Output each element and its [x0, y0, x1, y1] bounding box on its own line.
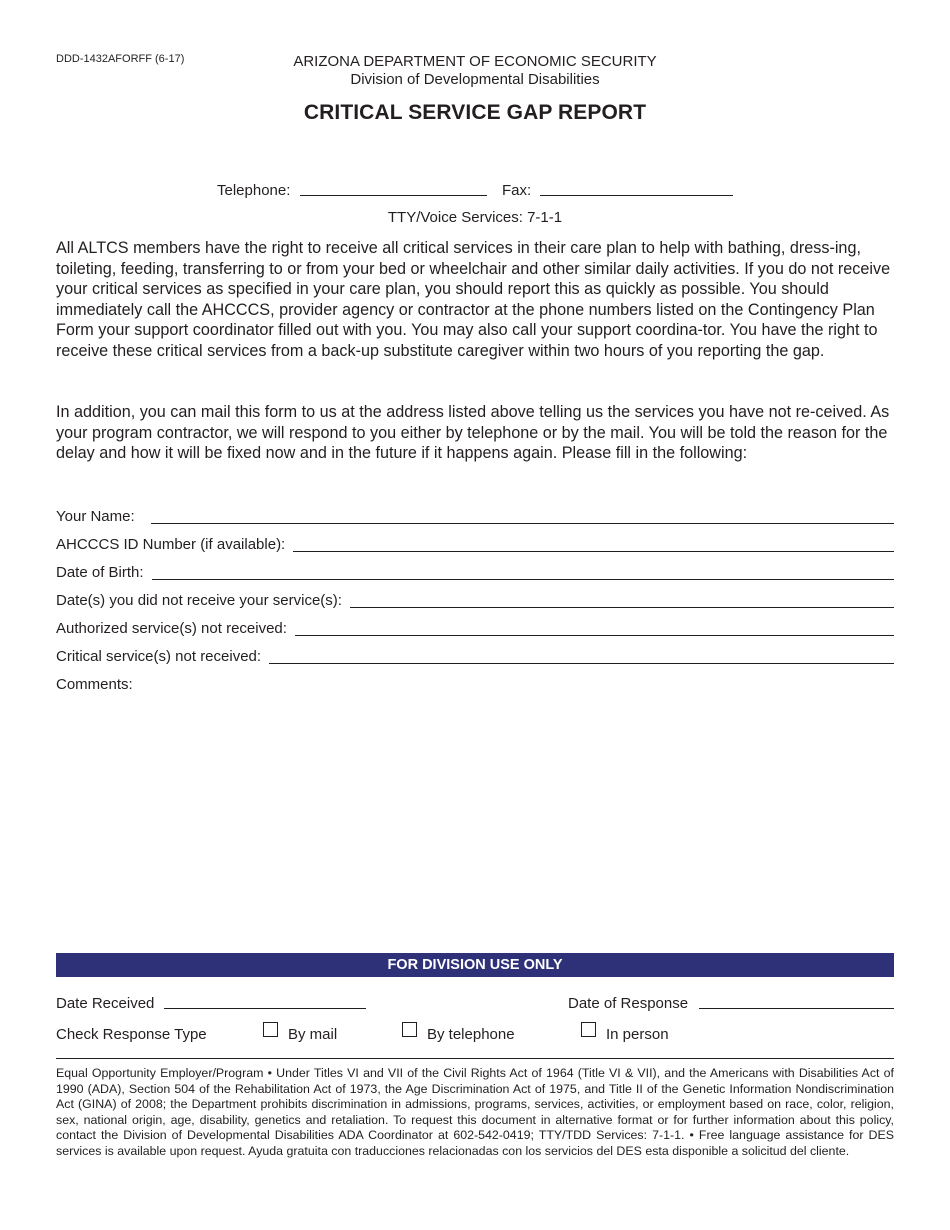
field-label: Date of Birth:: [56, 564, 144, 581]
field-label: Critical service(s) not received:: [56, 648, 262, 665]
form-id: DDD-1432AFORFF (6-17): [56, 53, 185, 65]
telephone-field[interactable]: [300, 195, 487, 196]
division-use-heading: FOR DIVISION USE ONLY: [56, 953, 894, 977]
date-received-label: Date Received: [56, 995, 155, 1012]
in-person-checkbox[interactable]: [581, 1022, 596, 1037]
field-date-of-birth: [56, 562, 894, 582]
check-response-label: Check Response Type: [56, 1026, 207, 1043]
field-label: Your Name:: [56, 508, 135, 525]
by-telephone-label: By telephone: [427, 1026, 515, 1043]
field-critical-services: [56, 646, 894, 666]
rights-paragraph: All ALTCS members have the right to receive all critical services in their care plan to help with bathing, dress-ing, toileting, feeding, transferring to or from your bed or wheelchair and other similar daily activities. If you do not receive your critical services as specified in your care plan, you should report this as quickly as possible. You should immediately call the AHCCCS, provider agency or contractor at the phone numbers listed on the Contingency Plan Form your support coordinator filled out with you. You may also call your support coordina-tor. You have the right to receive these critical services from a back-up substitute caregiver within two hours of you reporting the gap.: [56, 239, 891, 360]
telephone-label: Telephone:: [217, 182, 291, 199]
fax-field[interactable]: [540, 195, 733, 196]
field-label: Date(s) you did not receive your service(s):: [56, 592, 342, 609]
your-name-input[interactable]: [151, 523, 894, 524]
comments-area[interactable]: [56, 696, 894, 941]
field-dates-not-received: [56, 590, 894, 610]
field-ahcccs-id: [56, 534, 894, 554]
by-telephone-checkbox[interactable]: [402, 1022, 417, 1037]
division-name: Division of Developmental Disabilities: [350, 71, 600, 88]
dates-not-received-input[interactable]: [350, 607, 894, 608]
field-label: Authorized service(s) not received:: [56, 620, 287, 637]
fax-label: Fax:: [502, 182, 532, 199]
field-authorized-services: [56, 618, 894, 638]
ahcccs-id-input[interactable]: [293, 551, 894, 552]
field-your-name: [56, 506, 894, 526]
instructions-paragraph: In addition, you can mail this form to us at the address listed above telling us the services you have not re-ceived. As your program contractor, we will respond to you either by telephone or by the mail. You will be told the reason for the delay and how it will be fixed now and in the future if it happens again. Please fill in the following:: [56, 403, 890, 462]
by-mail-checkbox[interactable]: [263, 1022, 278, 1037]
date-response-input[interactable]: [699, 1008, 894, 1009]
footer-disclaimer: Equal Opportunity Employer/Program • Under Titles VI and VII of the Civil Rights Act of 1964 (Title VI & VII), and the Americans with Disabilities Act of 1990 (ADA), Section 504 of the Rehabilitation Act of 1973, the Age Discrimination Act of 1975, and Title II of the Genetic Information Nondiscrimination Act (GINA) of 2008; the Department prohibits discrimination in admissions, programs, services, activities, or employment based on race, color, religion, sex, national origin, age, disability, genetics and retaliation. To request this document in alternative format or for further information about this policy, contact the Division of Developmental Disabilities ADA Coordinator at 602-542-0419; TTY/TDD Services: 7-1-1. • Free language assistance for DES services is available upon request. Ayuda gratuita con traducciones relacionadas con los servicios del DES esta disponible a solicitud del cliente.: [56, 1066, 894, 1158]
date-of-birth-input[interactable]: [152, 579, 894, 580]
footer-divider: [56, 1058, 894, 1059]
page-title: CRITICAL SERVICE GAP REPORT: [303, 101, 647, 124]
by-mail-label: By mail: [288, 1026, 338, 1043]
agency-name: ARIZONA DEPARTMENT OF ECONOMIC SECURITY: [293, 53, 657, 70]
authorized-services-input[interactable]: [295, 635, 894, 636]
date-received-input[interactable]: [164, 1008, 366, 1009]
field-label: AHCCCS ID Number (if available):: [56, 536, 286, 553]
tty-services: TTY/Voice Services: 7-1-1: [387, 209, 563, 226]
in-person-label: In person: [606, 1026, 669, 1043]
critical-services-input[interactable]: [269, 663, 894, 664]
comments-label: Comments:: [56, 676, 133, 693]
date-response-label: Date of Response: [568, 995, 689, 1012]
